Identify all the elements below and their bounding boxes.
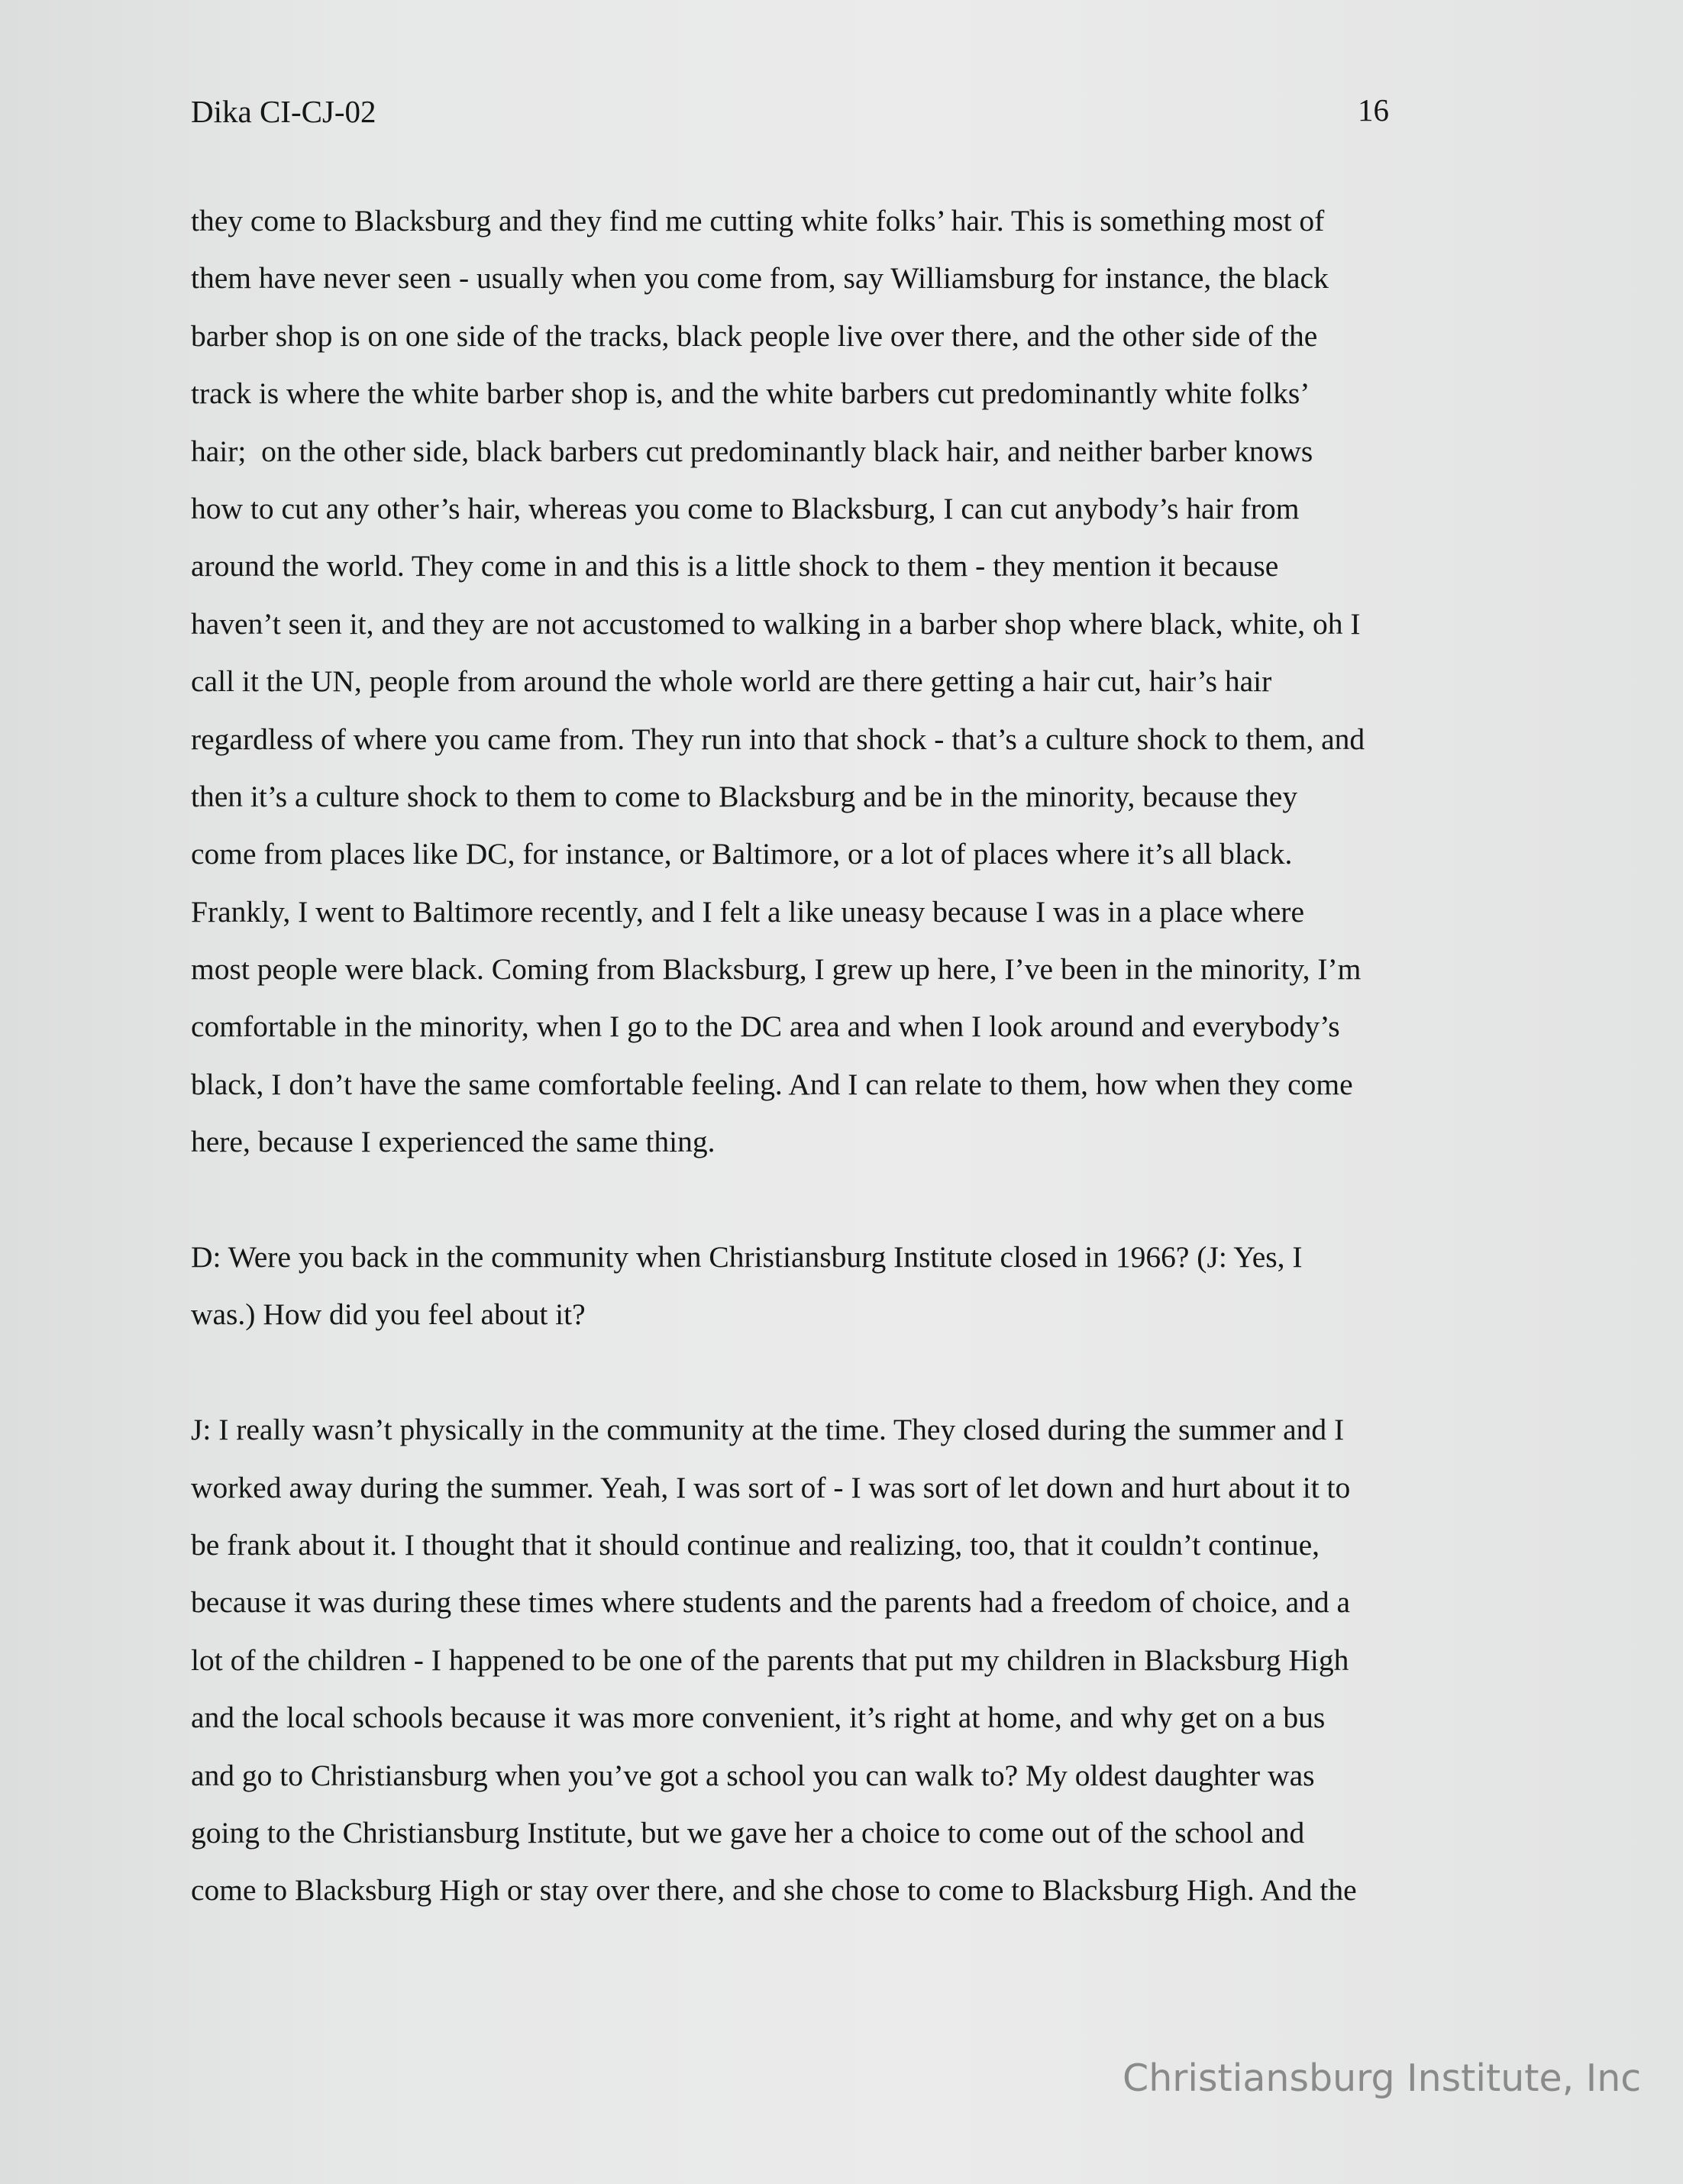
text-line: call it the UN, people from around the whole world are there getting a hair cut, hair’s hair bbox=[191, 664, 1272, 699]
paragraph-spacer bbox=[191, 1344, 1504, 1401]
document-body bbox=[191, 192, 1504, 1920]
text-line: around the world. They come in and this is a little shock to them - they mention it because bbox=[191, 549, 1279, 583]
text-line: come to Blacksburg High or stay over there, and she chose to come to Blacksburg High. And the bbox=[191, 1873, 1357, 1908]
text-line: track is where the white barber shop is, and the white barbers cut predominantly white folks’ bbox=[191, 376, 1310, 411]
text-line: lot of the children - I happened to be one of the parents that put my children in Blacksburg High bbox=[191, 1643, 1349, 1677]
text-line: then it’s a culture shock to them to come to Blacksburg and be in the minority, because they bbox=[191, 779, 1298, 813]
text-line: they come to Blacksburg and they find me cutting white folks’ hair. This is something most of bbox=[191, 204, 1325, 237]
text-line: come from places like DC, for instance, or Baltimore, or a lot of places where it’s all black. bbox=[191, 837, 1293, 871]
text-line: and go to Christiansburg when you’ve got a school you can walk to? My oldest daughter was bbox=[191, 1758, 1315, 1792]
text-line: hair; on the other side, black barbers cut predominantly black hair, and neither barber knows bbox=[191, 434, 1313, 468]
text-line: going to the Christiansburg Institute, but we gave her a choice to come out of the school and bbox=[191, 1815, 1305, 1850]
paragraph-2 bbox=[191, 1229, 1504, 1344]
paragraph-spacer bbox=[191, 1171, 1504, 1229]
text-line: be frank about it. I thought that it should continue and realizing, too, that it couldn’t continue, bbox=[191, 1527, 1320, 1562]
text-line: comfortable in the minority, when I go to the DC area and when I look around and everybody’s bbox=[191, 1010, 1340, 1044]
page-number: 16 bbox=[1358, 92, 1389, 128]
paragraph-3 bbox=[191, 1401, 1504, 1920]
text-line: how to cut any other’s hair, whereas you come to Blacksburg, I can cut anybody’s hair from bbox=[191, 491, 1300, 525]
text-line: D: Were you back in the community when Christiansburg Institute closed in 1966? (J: Yes, I bbox=[191, 1240, 1303, 1275]
text-line: black, I don’t have the same comfortable feeling. And I can relate to them, how when they come bbox=[191, 1067, 1353, 1101]
text-line: worked away during the summer. Yeah, I was sort of - I was sort of let down and hurt about it to bbox=[191, 1470, 1351, 1504]
text-line: was.) How did you feel about it? bbox=[191, 1297, 586, 1332]
watermark-text: Christiansburg Institute, Inc bbox=[1123, 2056, 1642, 2100]
text-line: and the local schools because it was more convenient, it’s right at home, and why get on a bus bbox=[191, 1701, 1326, 1735]
paragraph-1 bbox=[191, 192, 1504, 1171]
text-line: them have never seen - usually when you come from, say Williamsburg for instance, the black bbox=[191, 261, 1329, 296]
text-line: most people were black. Coming from Blacksburg, I grew up here, I’ve been in the minority, I’m bbox=[191, 952, 1362, 987]
text-line: regardless of where you came from. They run into that shock - that’s a culture shock to them, and bbox=[191, 722, 1365, 756]
text-line: because it was during these times where students and the parents had a freedom of choice, and a bbox=[191, 1585, 1351, 1620]
text-line: haven’t seen it, and they are not accustomed to walking in a barber shop where black, white, oh I bbox=[191, 606, 1361, 641]
document-id: Dika CI-CJ-02 bbox=[191, 94, 376, 129]
text-line: here, because I experienced the same thing. bbox=[191, 1125, 716, 1159]
text-line: Frankly, I went to Baltimore recently, and I felt a like uneasy because I was in a place where bbox=[191, 894, 1304, 929]
text-line: J: I really wasn’t physically in the community at the time. They closed during the summer and I bbox=[191, 1413, 1345, 1447]
text-line: barber shop is on one side of the tracks, black people live over there, and the other side of the bbox=[191, 318, 1318, 353]
